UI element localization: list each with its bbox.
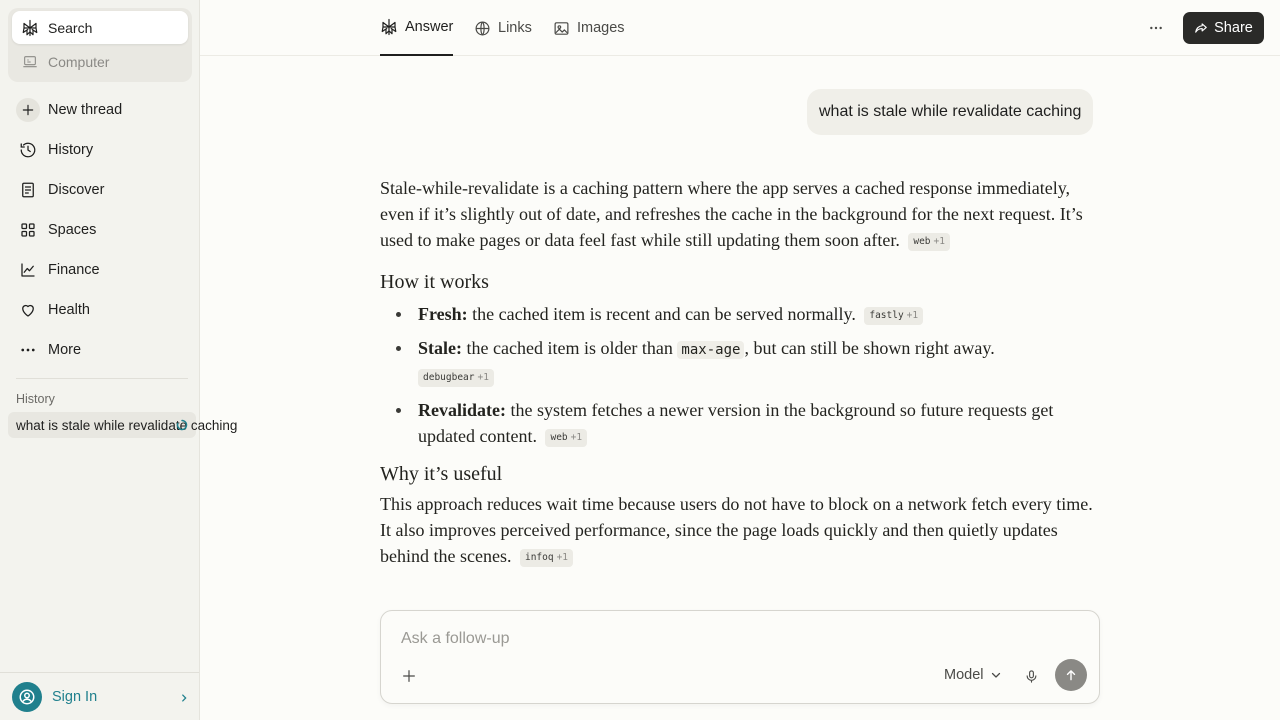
citation-extra: +1 (477, 372, 489, 383)
sidebar-item-finance[interactable] (12, 254, 188, 286)
citation-extra: +1 (570, 432, 583, 443)
sidebar (0, 0, 238, 720)
new-thread-label: New thread (48, 102, 123, 118)
citation-source: infoq (524, 552, 554, 563)
model-label: Model (944, 667, 984, 683)
tab-links-label: Links (498, 20, 532, 36)
sidebar-item-spaces[interactable] (12, 214, 188, 246)
sidebar-item-discover-label: Discover (48, 182, 105, 198)
voice-input-button[interactable] (1021, 666, 1041, 686)
share-arrow-icon (1194, 21, 1208, 35)
submit-button[interactable] (1055, 659, 1087, 691)
mode-computer[interactable] (12, 45, 188, 78)
list-item (380, 335, 1102, 389)
citation-badge[interactable] (520, 549, 573, 567)
mode-search[interactable] (12, 11, 188, 44)
arrow-up-icon (1064, 668, 1078, 682)
tab-links[interactable] (473, 0, 532, 56)
sign-in-button[interactable] (12, 682, 97, 712)
sidebar-item-history-label: History (48, 142, 94, 158)
loading-spinner-icon (176, 419, 188, 431)
perplexity-logo-icon (380, 18, 398, 36)
how-list (380, 301, 1102, 449)
citation-badge[interactable] (418, 369, 494, 387)
history-entry-label: what is stale while revalidate caching (16, 417, 238, 433)
chevron-down-icon (990, 669, 1002, 681)
citation-extra: +1 (933, 236, 945, 247)
image-icon (552, 19, 570, 37)
plus-icon (401, 668, 417, 684)
sidebar-item-finance-label: Finance (48, 262, 100, 278)
history-icon (16, 138, 40, 162)
bullet-term: Revalidate: (418, 400, 506, 420)
answer-intro-text: Stale-while-revalidate is a caching pattern where the app serves a cached response immediately, even if it’s slightly out of date, and refreshes the cache in the background for the next request. It’s used to make pages or data feel fast while still updating them soon after. (380, 178, 1083, 250)
share-button[interactable] (1183, 12, 1264, 44)
sidebar-item-health[interactable] (12, 294, 188, 326)
list-item (380, 301, 1102, 327)
follow-up-composer[interactable] (380, 610, 1100, 704)
microphone-icon (1024, 669, 1039, 684)
bullet-text: the cached item is recent and can be served normally. (467, 304, 856, 324)
attach-button[interactable] (399, 666, 419, 686)
user-query-bubble: what is stale while revalidate caching (807, 89, 1093, 135)
ellipsis-icon (1148, 20, 1164, 36)
history-entry[interactable] (8, 412, 238, 438)
spaces-grid-icon (16, 218, 40, 242)
citation-extra: +1 (556, 552, 569, 563)
citation-extra: +1 (906, 310, 919, 321)
citation-source: fastly (869, 310, 904, 321)
section-heading-how: How it works (380, 271, 489, 293)
sidebar-item-health-label: Health (48, 302, 90, 318)
section-heading-why: Why it’s useful (380, 463, 503, 485)
bullet-text: , but can still be shown right away. (744, 338, 995, 358)
citation-source: web (550, 432, 568, 443)
chevron-right-icon[interactable] (179, 690, 189, 708)
sidebar-item-discover[interactable] (12, 174, 188, 206)
bullet-term: Stale: (418, 338, 462, 358)
bullet-text: the system fetches a newer version in the background so future requests get updated content. (418, 400, 1054, 446)
citation-source: debugbear (423, 372, 475, 383)
bullet-term: Fresh: (418, 304, 468, 324)
tab-answer-label: Answer (405, 19, 454, 35)
sidebar-item-spaces-label: Spaces (48, 222, 97, 238)
model-selector[interactable] (944, 667, 1002, 683)
sidebar-divider (16, 378, 188, 379)
more-options-button[interactable] (1144, 16, 1168, 40)
new-thread-button[interactable] (12, 94, 188, 126)
mode-switch (8, 8, 192, 82)
ellipsis-icon (16, 338, 40, 362)
bullet-text: the cached item is older than (462, 338, 678, 358)
tab-images-label: Images (577, 20, 625, 36)
share-label: Share (1214, 20, 1253, 36)
mode-computer-label: Computer (48, 53, 110, 70)
why-paragraph (380, 491, 1102, 569)
follow-up-input[interactable]: Ask a follow-up (401, 630, 510, 647)
sidebar-item-more[interactable] (12, 334, 188, 366)
why-text: This approach reduces wait time because users do not have to block on a network fetch every time. It also improves perceived performance, since the page loads quickly and then quietly updates behind the scenes. (380, 494, 1093, 566)
discover-icon (16, 178, 40, 202)
sidebar-item-more-label: More (48, 342, 82, 358)
perplexity-logo-icon (20, 18, 40, 38)
tab-images[interactable] (552, 0, 625, 56)
computer-icon (20, 52, 40, 72)
list-item (380, 397, 1102, 449)
tab-answer[interactable] (380, 0, 453, 56)
sign-in-label: Sign In (52, 689, 98, 705)
citation-badge[interactable] (545, 429, 587, 447)
citation-badge[interactable] (908, 233, 950, 251)
citation-source: web (913, 236, 931, 247)
chart-line-icon (16, 258, 40, 282)
sign-in-area (0, 672, 199, 720)
user-avatar-icon (12, 682, 42, 712)
globe-icon (473, 19, 491, 37)
answer-intro (380, 175, 1102, 253)
plus-icon (16, 98, 40, 122)
heart-icon (16, 298, 40, 322)
answer-body (380, 175, 1102, 569)
history-section-label: History (16, 392, 55, 406)
inline-code: max-age (677, 341, 744, 359)
citation-badge[interactable] (864, 307, 923, 325)
sidebar-item-history[interactable] (12, 134, 188, 166)
top-bar (200, 0, 1280, 56)
mode-search-label: Search (48, 19, 93, 36)
